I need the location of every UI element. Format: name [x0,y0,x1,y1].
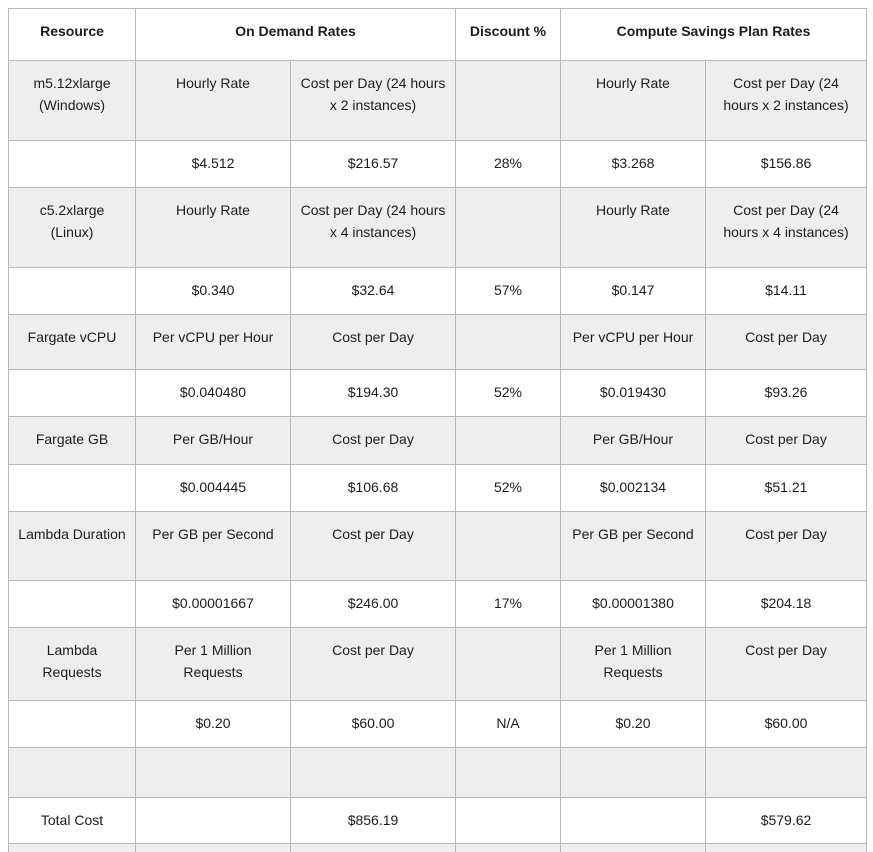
table-cell: Hourly Rate [561,61,706,141]
row-spacer-empty [9,748,867,798]
table-cell: $0.00001380 [561,581,706,628]
table-cell: Per 1 Million Requests [136,628,291,701]
table-cell [456,798,561,844]
row-lambda-requests-label [9,628,867,701]
row-lambda-requests-values [9,701,867,748]
table-cell: $32.64 [291,268,456,315]
table-cell: Lambda Duration [9,512,136,581]
table-cell: $60.00 [706,701,867,748]
table-cell [706,748,867,798]
table-cell: $106.68 [291,465,456,512]
table-cell [561,748,706,798]
table-cell [706,844,867,852]
table-cell: $0.002134 [561,465,706,512]
table-cell [291,748,456,798]
table-cell [9,465,136,512]
row-fargate-vcpu-label [9,315,867,370]
table-cell [136,748,291,798]
table-cell [9,141,136,188]
table-cell: $0.340 [136,268,291,315]
table-cell: Hourly Rate [561,188,706,268]
table-cell: Per GB/Hour [136,417,291,465]
table-cell [9,748,136,798]
table-cell: 52% [456,465,561,512]
table-cell: $60.00 [291,701,456,748]
table-cell: Per GB per Second [136,512,291,581]
table-cell [9,370,136,417]
table-cell [456,417,561,465]
table-cell [9,701,136,748]
table-cell: Per GB per Second [561,512,706,581]
table-cell: $93.26 [706,370,867,417]
row-lambda-duration-values [9,581,867,628]
table-cell: Hourly Rate [136,61,291,141]
table-cell [561,798,706,844]
table-cell: Cost per Day (24 hours x 2 instances) [706,61,867,141]
table-cell [456,315,561,370]
table-cell: Cost per Day (24 hours x 4 instances) [706,188,867,268]
table-cell: Fargate GB [9,417,136,465]
row-c5-2xlarge-label [9,188,867,268]
table-cell [456,188,561,268]
table-cell: 28% [456,141,561,188]
row-cutoff-sliver [9,844,867,852]
table-cell: 52% [456,370,561,417]
table-cell: $579.62 [706,798,867,844]
table-cell: Cost per Day [706,512,867,581]
row-m5-12xlarge-values [9,141,867,188]
table-cell [456,628,561,701]
table-cell: $246.00 [291,581,456,628]
table-cell: Per GB/Hour [561,417,706,465]
table-cell: $194.30 [291,370,456,417]
table-cell: Fargate vCPU [9,315,136,370]
table-cell: Per vCPU per Hour [136,315,291,370]
table-cell: Cost per Day [706,417,867,465]
table-cell: $0.20 [561,701,706,748]
table-cell [456,61,561,141]
table-cell: $0.004445 [136,465,291,512]
table-cell: Hourly Rate [136,188,291,268]
table-header-row [9,9,867,61]
table-cell [136,844,291,852]
table-cell [561,844,706,852]
table-cell: $0.147 [561,268,706,315]
table-cell: $216.57 [291,141,456,188]
row-m5-12xlarge-label [9,61,867,141]
table-cell: $51.21 [706,465,867,512]
table-cell: $14.11 [706,268,867,315]
table-cell: $0.019430 [561,370,706,417]
row-fargate-gb-values [9,465,867,512]
table-cell [136,798,291,844]
col-header-on-demand-rates: On Demand Rates [136,9,456,61]
table-cell: Cost per Day [291,417,456,465]
table-cell: Cost per Day (24 hours x 2 instances) [291,61,456,141]
table-cell: 17% [456,581,561,628]
table-cell: $204.18 [706,581,867,628]
table-cell [9,268,136,315]
table-cell: Per vCPU per Hour [561,315,706,370]
table-cell [456,512,561,581]
pricing-comparison-table [8,8,867,852]
table-cell [9,844,136,852]
col-header-discount: Discount % [456,9,561,61]
row-fargate-gb-label [9,417,867,465]
table-cell: Cost per Day [706,315,867,370]
row-lambda-duration-label [9,512,867,581]
table-cell [291,844,456,852]
table-cell: $856.19 [291,798,456,844]
row-total-cost [9,798,867,844]
row-c5-2xlarge-values [9,268,867,315]
table-cell: Total Cost [9,798,136,844]
col-header-savings-plan-rates: Compute Savings Plan Rates [561,9,867,61]
table-cell: $0.040480 [136,370,291,417]
table-cell: $0.00001667 [136,581,291,628]
table-cell: Cost per Day [291,315,456,370]
table-cell: c5.2xlarge (Linux) [9,188,136,268]
col-header-resource: Resource [9,9,136,61]
table-cell: $156.86 [706,141,867,188]
table-cell: Cost per Day (24 hours x 4 instances) [291,188,456,268]
table-cell: m5.12xlarge (Windows) [9,61,136,141]
table-cell: N/A [456,701,561,748]
table-cell: $4.512 [136,141,291,188]
table-cell: Cost per Day [291,628,456,701]
row-fargate-vcpu-values [9,370,867,417]
table-cell [456,844,561,852]
table-cell: $3.268 [561,141,706,188]
table-cell: Lambda Requests [9,628,136,701]
table-cell: 57% [456,268,561,315]
table-cell: Cost per Day [291,512,456,581]
table-cell: Per 1 Million Requests [561,628,706,701]
table-cell: $0.20 [136,701,291,748]
table-cell: Cost per Day [706,628,867,701]
table-cell [456,748,561,798]
table-cell [9,581,136,628]
